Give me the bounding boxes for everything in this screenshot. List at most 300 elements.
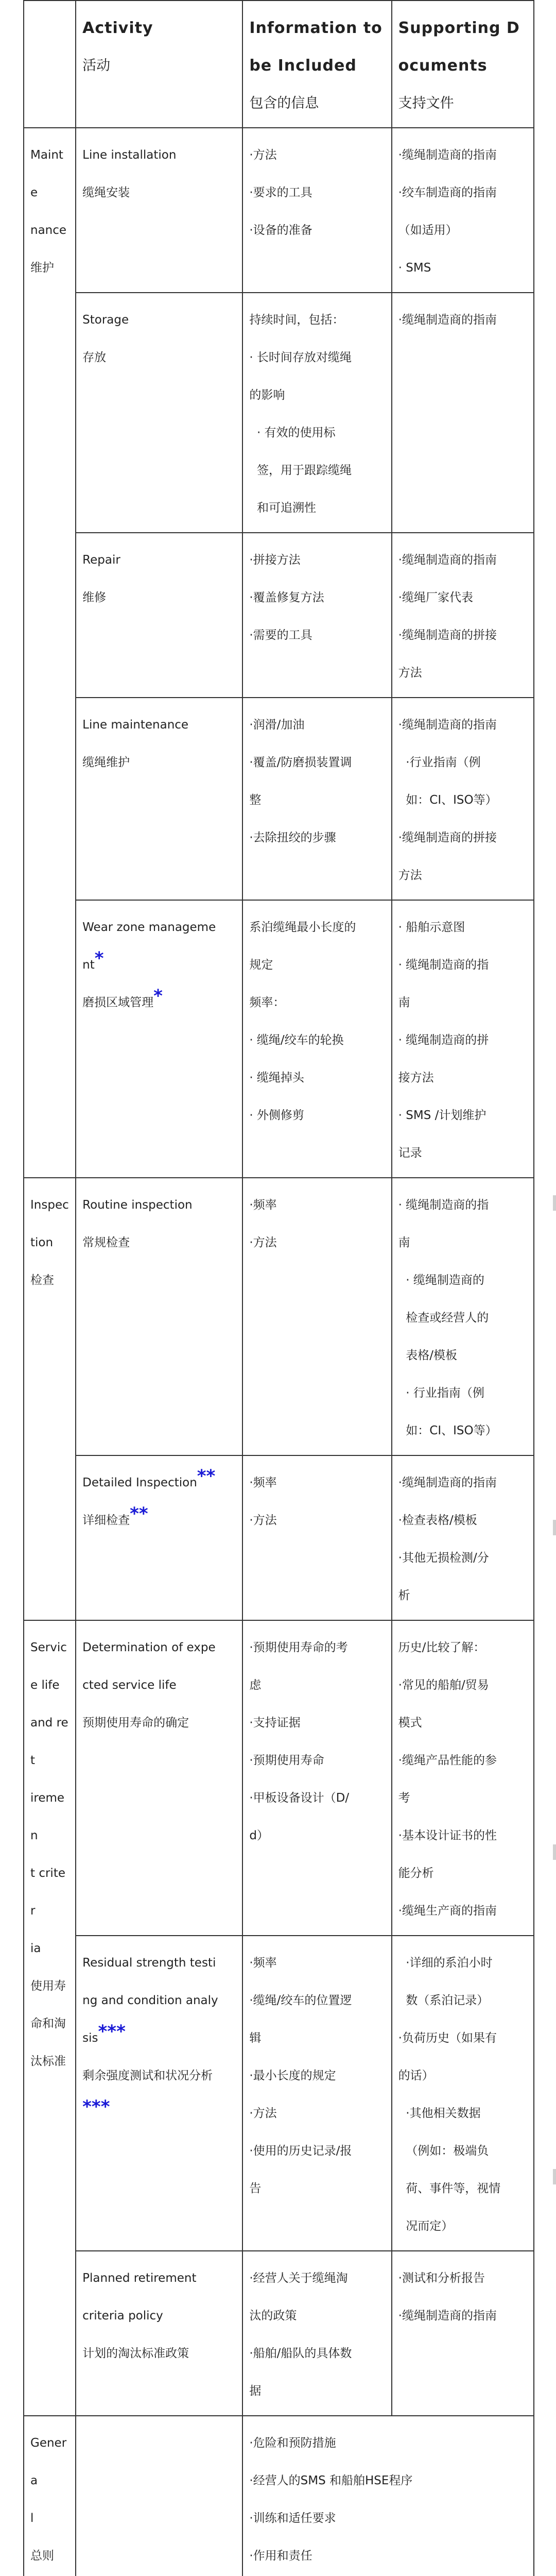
group-name-line: Inspec (30, 1198, 69, 1212)
group-name-line: nance (30, 224, 67, 237)
activity-cell (76, 900, 242, 1178)
docs-line (398, 2132, 528, 2170)
info-text: d） (249, 1829, 269, 1842)
info-cell (242, 900, 391, 1178)
info-text: ·覆盖修复方法 (249, 591, 324, 604)
docs-line (398, 819, 528, 857)
info-line (249, 541, 386, 579)
info-line (249, 1982, 386, 2020)
info-text: 辑 (249, 2031, 262, 2045)
docs-text: 如：CI、ISO等） (398, 1424, 497, 1437)
docs-line (398, 1892, 528, 1930)
info-line (249, 1022, 386, 1059)
docs-text: 能分析 (398, 1867, 434, 1880)
activity-text: 详细检查 (82, 1514, 130, 1527)
activity-text: cted service life (82, 1679, 177, 1692)
info-text: · 外侧修剪 (249, 1109, 304, 1122)
info-line (249, 137, 386, 174)
header-blank-cell (24, 1, 76, 128)
footnote-asterisk: * (153, 986, 163, 1007)
docs-line (398, 617, 528, 654)
activity-line (82, 137, 237, 174)
activity-text: 磨损区域管理 (82, 996, 154, 1009)
table-row (24, 1455, 534, 1620)
info-text: ·甲板设备设计（D/ (249, 1791, 350, 1805)
docs-cell (392, 1936, 534, 2251)
activity-line (82, 1667, 237, 1704)
info-line (249, 1097, 386, 1134)
docs-line (398, 946, 528, 984)
docs-line (398, 1944, 528, 1982)
docs-cell (392, 2251, 534, 2416)
docs-text: 荷、事件等，视情 (398, 2182, 501, 2195)
info-line (249, 819, 386, 857)
docs-line (398, 2020, 528, 2057)
group-name-line: e life (30, 1679, 60, 1692)
info-line (249, 414, 386, 452)
group-name-line: 汰标准 (30, 2055, 66, 2068)
activity-line (82, 2335, 237, 2372)
info-line (249, 1224, 386, 1262)
activity-line (82, 579, 237, 617)
activity-line (82, 2297, 237, 2335)
docs-cell (392, 533, 534, 698)
docs-line (398, 541, 528, 579)
activity-cell (76, 2251, 242, 2416)
activity-line (82, 174, 237, 212)
info-text: ·船舶/船队的具体数 (249, 2347, 352, 2360)
info-text: ·使用的历史记录/报 (249, 2144, 352, 2158)
footnote-asterisk: ** (197, 1466, 216, 1487)
group-name-line: ia (30, 1942, 41, 1955)
activity-cell (76, 1620, 242, 1936)
activity-cell (76, 128, 242, 293)
docs-line (398, 984, 528, 1022)
docs-text: 模式 (398, 1716, 422, 1730)
info-text: ·预期使用寿命 (249, 1754, 324, 1767)
activity-text: Wear zone manageme (82, 921, 216, 934)
docs-line (398, 782, 528, 819)
docs-text: ·缆绳制造商的指南 (398, 148, 497, 162)
docs-line (398, 2057, 528, 2095)
activity-cell (76, 1936, 242, 2251)
info-line (249, 744, 386, 782)
group-name-line: 使用寿 (30, 1979, 66, 1993)
info-line (249, 1502, 386, 1539)
info-cell (242, 2416, 534, 2576)
docs-line (398, 1577, 528, 1615)
docs-line (398, 1375, 528, 1412)
info-line (249, 2500, 528, 2537)
info-text: ·要求的工具 (249, 186, 312, 199)
activity-line (82, 1502, 237, 1539)
info-line (249, 782, 386, 819)
activity-cell (76, 1178, 242, 1455)
docs-text: （例如：极端负 (398, 2144, 489, 2158)
docs-text: 析 (398, 1589, 410, 1602)
info-text: ·预期使用寿命的考 (249, 1641, 348, 1654)
info-line (249, 339, 386, 377)
activity-text: sis (82, 2031, 98, 2045)
docs-cell (392, 900, 534, 1178)
activity-text: Line installation (82, 148, 177, 162)
docs-text: ·绞车制造商的指南 (398, 186, 497, 199)
info-text: ·润滑/加油 (249, 718, 305, 732)
activity-text: Repair (82, 553, 120, 567)
info-line (249, 2020, 386, 2057)
activity-cell (76, 533, 242, 698)
info-cell (242, 533, 391, 698)
info-text: ·需要的工具 (249, 629, 312, 642)
document-table (23, 0, 534, 2576)
docs-line (398, 1262, 528, 1299)
info-line (249, 1667, 386, 1704)
info-text: 的影响 (249, 388, 285, 402)
header-info-cn: 包含的信息 (249, 95, 319, 111)
activity-text: 计划的淘汰标准政策 (82, 2347, 189, 2360)
docs-cell (392, 698, 534, 900)
table-row (24, 1178, 534, 1455)
footnote-asterisk: *** (98, 2021, 126, 2042)
info-line (249, 2297, 386, 2335)
header-activity-cell (76, 1, 242, 128)
info-text: 和可追溯性 (249, 501, 316, 515)
docs-text: · 缆绳制造商的指 (398, 1198, 489, 1212)
docs-line (398, 744, 528, 782)
info-text: 整 (249, 793, 262, 807)
docs-text: ·缆绳厂家代表 (398, 591, 473, 604)
footnote-asterisk: *** (82, 2096, 110, 2117)
docs-text: ·缆绳制造商的拼接 (398, 629, 497, 642)
info-text: 告 (249, 2182, 262, 2195)
info-text: 系泊缆绳最小长度的 (249, 921, 356, 934)
activity-line (82, 1704, 237, 1742)
info-line (249, 617, 386, 654)
docs-text: 表格/模板 (398, 1349, 458, 1362)
docs-line (398, 1629, 528, 1667)
info-cell (242, 128, 391, 293)
info-text: ·设备的准备 (249, 224, 312, 237)
docs-line (398, 2095, 528, 2132)
docs-line (398, 1502, 528, 1539)
header-activity-en: Activity (82, 19, 153, 37)
info-text: ·训练和适任要求 (249, 2512, 336, 2525)
info-text: · 有效的使用标 (249, 426, 336, 439)
table-row (24, 128, 534, 293)
docs-cell (392, 293, 534, 533)
docs-line (398, 1059, 528, 1097)
docs-text: · 行业指南（例 (398, 1386, 484, 1400)
scroll-marker (553, 2169, 556, 2184)
scroll-marker (553, 1195, 556, 1211)
docs-line (398, 1337, 528, 1375)
docs-text: ·缆绳制造商的指南 (398, 2309, 497, 2323)
info-text: ·频率 (249, 1476, 277, 1489)
activity-text: Detailed Inspection (82, 1476, 197, 1489)
docs-line (398, 1817, 528, 1855)
docs-text: · 缆绳制造商的拼 (398, 1033, 489, 1047)
header-docs-cell (392, 1, 534, 128)
docs-text: 方法 (398, 666, 422, 680)
info-line (249, 174, 386, 212)
table-row (24, 698, 534, 900)
header-docs-cn: 支持文件 (398, 95, 454, 111)
docs-text: 南 (398, 996, 410, 1009)
activity-text: 预期使用寿命的确定 (82, 1716, 189, 1730)
docs-text: ·详细的系泊小时 (398, 1956, 493, 1970)
info-line (249, 1944, 386, 1982)
docs-line (398, 1855, 528, 1892)
info-line (249, 946, 386, 984)
info-line (249, 909, 386, 946)
docs-line (398, 2297, 528, 2335)
info-text: ·方法 (249, 1514, 277, 1527)
group-name-cell (24, 1620, 76, 2416)
info-text: 规定 (249, 958, 273, 972)
table-row (24, 1620, 534, 1936)
activity-cell (76, 1455, 242, 1620)
activity-text: Planned retirement (82, 2272, 197, 2285)
docs-text: ·缆绳制造商的指南 (398, 1476, 497, 1489)
activity-line (82, 2260, 237, 2297)
activity-line (82, 1629, 237, 1667)
docs-line (398, 1097, 528, 1134)
docs-text: 记录 (398, 1146, 422, 1160)
info-line (249, 1187, 386, 1224)
docs-line (398, 857, 528, 894)
docs-line (398, 174, 528, 212)
activity-text: Determination of expe (82, 1641, 216, 1654)
docs-text: 况而定） (398, 2219, 454, 2233)
info-text: · 缆绳/绞车的轮换 (249, 1033, 344, 1047)
docs-text: 数（系泊记录） (398, 1994, 489, 2007)
info-text: ·危险和预防措施 (249, 2436, 336, 2450)
docs-text: 如：CI、ISO等） (398, 793, 497, 807)
docs-cell (392, 1178, 534, 1455)
docs-line (398, 706, 528, 744)
info-text: ·经营人的SMS 和船舶HSE程序 (249, 2474, 413, 2487)
info-text: ·频率 (249, 1956, 277, 1970)
info-line (249, 2425, 528, 2462)
activity-text: criteria policy (82, 2309, 163, 2323)
docs-line (398, 1742, 528, 1780)
info-text: ·缆绳/绞车的位置逻 (249, 1994, 352, 2007)
activity-text: 剩余强度测试和状况分析 (82, 2069, 213, 2082)
info-text: ·方法 (249, 1236, 277, 1249)
info-line (249, 489, 386, 527)
info-text: ·频率 (249, 1198, 277, 1212)
info-text: ·方法 (249, 2107, 277, 2120)
info-line (249, 1629, 386, 1667)
table-row (24, 293, 534, 533)
docs-text: ·其他无损检测/分 (398, 1551, 489, 1565)
activity-text: 维修 (82, 591, 107, 604)
docs-text: 接方法 (398, 1071, 434, 1084)
header-activity-cn: 活动 (82, 58, 111, 74)
group-name-line: l (30, 2512, 34, 2525)
docs-cell (392, 128, 534, 293)
group-name-line: tion (30, 1236, 54, 1249)
info-line (249, 1059, 386, 1097)
docs-text: ·行业指南（例 (398, 756, 481, 769)
info-line (249, 984, 386, 1022)
docs-line (398, 2260, 528, 2297)
group-name-line: Servic (30, 1641, 67, 1654)
footnote-asterisk: * (94, 948, 104, 969)
activity-text: 缆绳安装 (82, 186, 130, 199)
header-row (24, 1, 534, 128)
docs-text: ·其他相关数据 (398, 2107, 481, 2120)
activity-line (82, 1224, 237, 1262)
docs-text: ·检查表格/模板 (398, 1514, 477, 1527)
info-line (249, 1742, 386, 1780)
docs-text: · SMS /计划维护 (398, 1109, 486, 1122)
info-line (249, 2132, 386, 2170)
docs-line (398, 654, 528, 692)
group-name-cell (24, 2416, 76, 2576)
info-line (249, 2260, 386, 2297)
docs-text: ·缆绳产品性能的参 (398, 1754, 497, 1767)
info-cell (242, 698, 391, 900)
docs-text: 方法 (398, 869, 422, 882)
info-line (249, 2335, 386, 2372)
table-row (24, 2251, 534, 2416)
info-cell (242, 1936, 391, 2251)
activity-text: nt (82, 958, 95, 972)
activity-line (82, 541, 237, 579)
info-cell (242, 1455, 391, 1620)
docs-text: ·基本设计证书的性 (398, 1829, 497, 1842)
docs-text: ·缆绳制造商的拼接 (398, 831, 497, 844)
info-line (249, 706, 386, 744)
group-name-line: 维护 (30, 261, 54, 275)
table-row (24, 1936, 534, 2251)
info-line (249, 1704, 386, 1742)
activity-line (82, 744, 237, 782)
info-text: 据 (249, 2384, 262, 2398)
docs-line (398, 1667, 528, 1704)
info-text: ·经营人关于缆绳淘 (249, 2272, 348, 2285)
docs-text: 历史/比较了解： (398, 1641, 485, 1654)
info-cell (242, 293, 391, 533)
info-text: · 长时间存放对缆绳 (249, 351, 352, 364)
activity-line (82, 706, 237, 744)
docs-line (398, 579, 528, 617)
info-line (249, 452, 386, 489)
docs-text: 考 (398, 1791, 410, 1805)
group-name-line: 命和淘 (30, 2017, 66, 2030)
info-text: ·支持证据 (249, 1716, 301, 1730)
info-cell (242, 2251, 391, 2416)
activity-text: ng and condition analy (82, 1994, 218, 2007)
activity-line (82, 1187, 237, 1224)
activity-cell (76, 698, 242, 900)
activity-text: Routine inspection (82, 1198, 193, 1212)
activity-line (82, 339, 237, 377)
table-row (24, 900, 534, 1178)
info-line (249, 2057, 386, 2095)
docs-text: · 船舶示意图 (398, 921, 465, 934)
docs-text: ·负荷历史（如果有 (398, 2031, 497, 2045)
group-name-cell (24, 1178, 76, 1620)
info-text: 签，用于跟踪缆绳 (249, 464, 352, 477)
activity-line (82, 946, 237, 984)
docs-line (398, 909, 528, 946)
info-cell (242, 1620, 391, 1936)
info-line (249, 1464, 386, 1502)
group-name-line: iremen (30, 1791, 65, 1842)
docs-line (398, 1982, 528, 2020)
info-line (249, 1817, 386, 1855)
docs-line (398, 2170, 528, 2208)
header-info-cell (242, 1, 391, 128)
info-cell (242, 1178, 391, 1455)
docs-line (398, 301, 528, 339)
info-text: ·最小长度的规定 (249, 2069, 336, 2082)
docs-line (398, 1022, 528, 1059)
info-text: ·覆盖/防磨损装置调 (249, 756, 352, 769)
docs-text: （如适用） (398, 224, 458, 237)
docs-line (398, 1704, 528, 1742)
group-name-cell (24, 128, 76, 1178)
activity-cell (76, 2416, 242, 2576)
info-text: ·作用和责任 (249, 2549, 312, 2563)
docs-text: · 缆绳制造商的 (398, 1274, 484, 1287)
info-text: 频率： (249, 996, 285, 1009)
scroll-marker (553, 1844, 556, 1860)
table-row (24, 533, 534, 698)
info-line (249, 2462, 528, 2500)
group-name-line: and ret (30, 1716, 68, 1767)
scroll-marker (553, 1520, 556, 1535)
docs-line (398, 1412, 528, 1450)
info-text: 虑 (249, 1679, 262, 1692)
info-line (249, 2170, 386, 2208)
info-line (249, 1780, 386, 1817)
docs-text: ·缆绳制造商的指南 (398, 313, 497, 327)
activity-line (82, 2020, 237, 2057)
info-text: ·方法 (249, 148, 277, 162)
activity-text: Storage (82, 313, 129, 327)
docs-line (398, 1224, 528, 1262)
docs-line (398, 1134, 528, 1172)
info-line (249, 377, 386, 414)
docs-text: ·常见的船舶/贸易 (398, 1679, 489, 1692)
docs-line (398, 1780, 528, 1817)
docs-text: 检查或经营人的 (398, 1311, 489, 1325)
group-name-line: 总则 (30, 2549, 54, 2563)
footnote-asterisk: ** (130, 1503, 148, 1524)
info-line (249, 301, 386, 339)
info-text: · 缆绳掉头 (249, 1071, 304, 1084)
activity-text: 存放 (82, 351, 107, 364)
docs-text: ·测试和分析报告 (398, 2272, 485, 2285)
docs-line (398, 249, 528, 287)
docs-line (398, 212, 528, 249)
info-text: 持续时间，包括： (249, 313, 344, 327)
info-line (249, 2537, 528, 2575)
header-docs-en: Supporting Documents (398, 19, 520, 75)
info-line (249, 579, 386, 617)
activity-line (82, 1464, 237, 1502)
info-text: 汰的政策 (249, 2309, 297, 2323)
activity-line (82, 1982, 237, 2020)
activity-line (82, 909, 237, 946)
info-text: ·拼接方法 (249, 553, 301, 567)
docs-text: 南 (398, 1236, 410, 1249)
docs-cell (392, 1455, 534, 1620)
docs-text: ·缆绳制造商的指南 (398, 718, 497, 732)
